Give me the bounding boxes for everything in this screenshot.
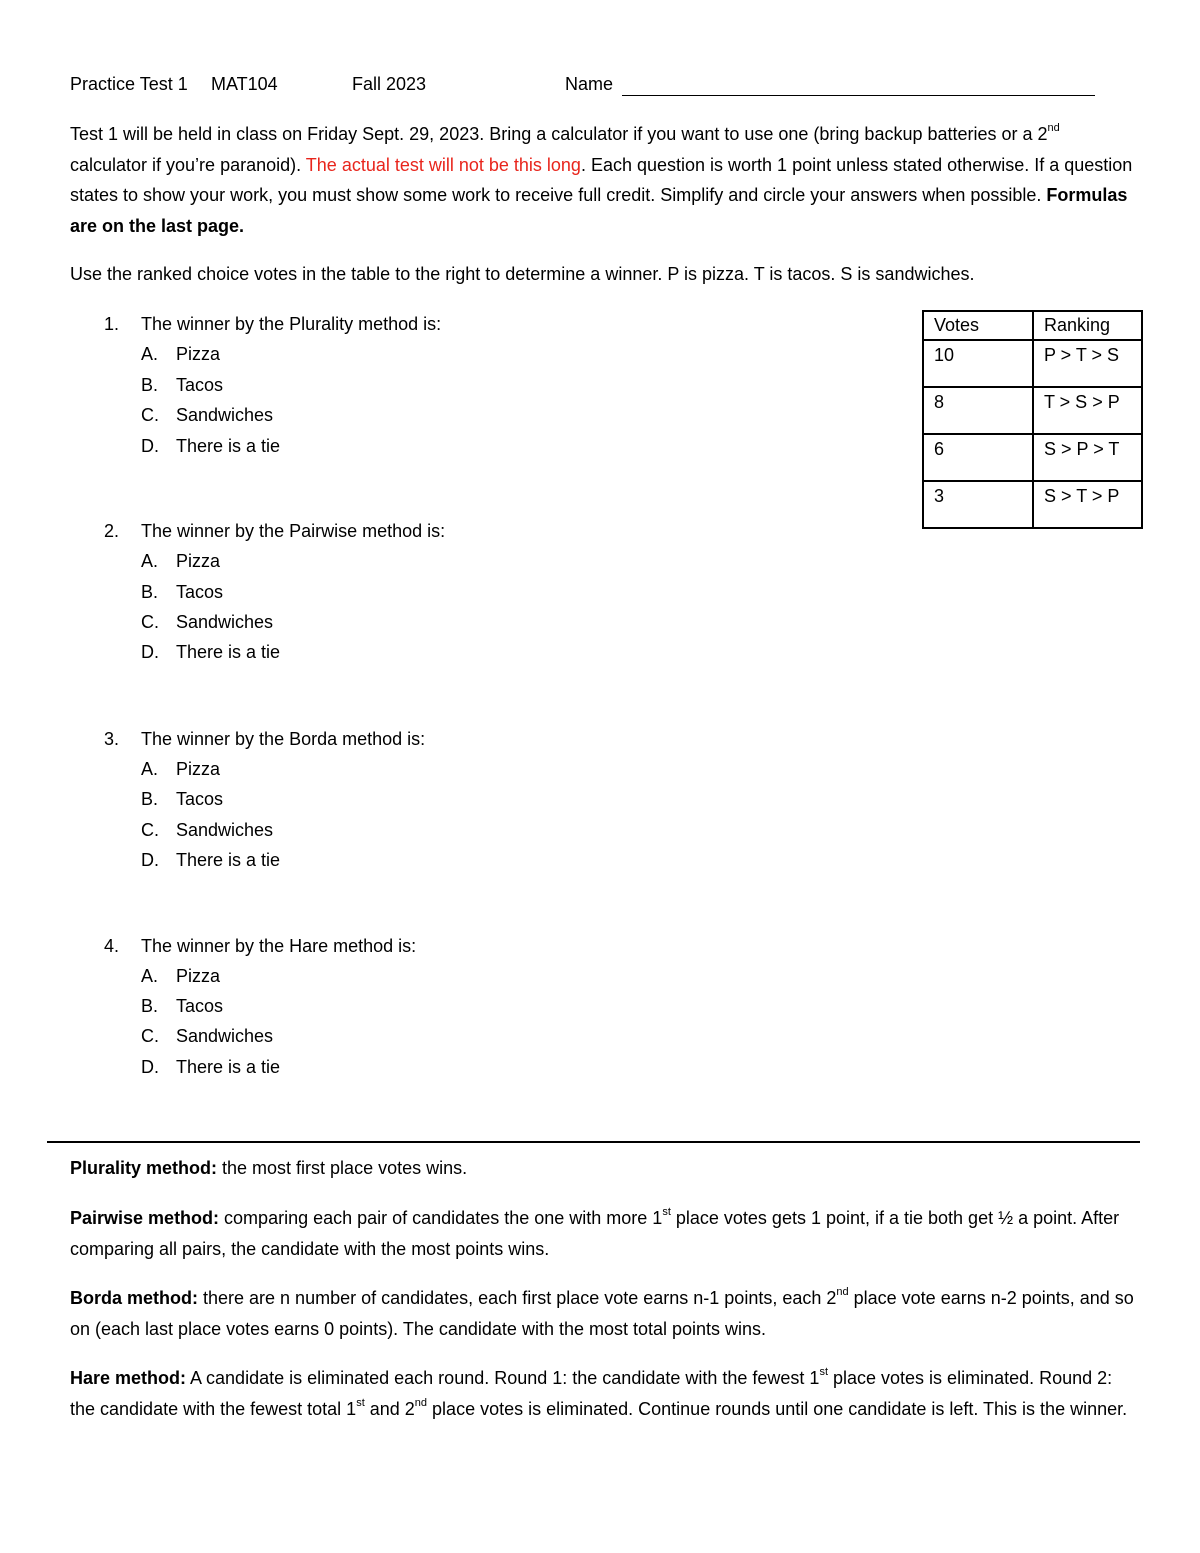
definition-pairwise <box>70 1203 1140 1264</box>
header-votes: Votes <box>923 311 1033 340</box>
option-letter: D. <box>141 850 159 870</box>
votes-cell: 8 <box>923 387 1033 434</box>
option-text: Tacos <box>176 789 224 809</box>
option-text: Pizza <box>176 759 221 779</box>
option-letter: C. <box>141 405 159 425</box>
option-letter: C. <box>141 1026 159 1046</box>
ranking-cell: T > S > P <box>1033 387 1142 434</box>
option-text: Sandwiches <box>176 612 274 632</box>
ranking-cell: S > T > P <box>1033 481 1142 528</box>
term: Fall 2023 <box>352 74 427 94</box>
option-text: Sandwiches <box>176 820 274 840</box>
table-row <box>923 434 1142 481</box>
table-row <box>923 387 1142 434</box>
votes-cell: 6 <box>923 434 1033 481</box>
definition-text: there are n number of candidates, each first place vote earns n-1 points, each 2 <box>198 1288 837 1308</box>
definition-term: Plurality method: <box>70 1158 218 1178</box>
intro-bold-note: Formulas are on the last page. <box>70 185 1128 236</box>
option-letter: D. <box>141 642 159 662</box>
intro-text-1: Test 1 will be held in class on Friday Sept. 29, 2023. Bring a calculator if you want to use one (bring backup batteries or a 2 <box>70 124 1048 144</box>
question-text: The winner by the Plurality method is: <box>141 314 442 334</box>
definition-text: A candidate is eliminated each round. Round 1: the candidate with the fewest 1 <box>186 1368 820 1388</box>
question-text: The winner by the Hare method is: <box>141 936 417 956</box>
intro-text-3: . Each question is worth 1 point unless stated otherwise. If a question states to show your work, you must show some work to receive full credit. Simplify and circle your answers when possible. <box>70 154 1133 205</box>
votes-cell: 3 <box>923 481 1033 528</box>
definition-sup: st <box>819 1366 828 1378</box>
option-text: There is a tie <box>176 642 281 662</box>
option-letter: B. <box>141 375 159 395</box>
option-text: There is a tie <box>176 850 281 870</box>
option-letter: D. <box>141 436 159 456</box>
definition-text: the most first place votes wins. <box>217 1158 468 1178</box>
option-letter: D. <box>141 1057 159 1077</box>
section-divider <box>47 1141 1140 1143</box>
definition-sup: nd <box>414 1396 428 1409</box>
option-text: Tacos <box>176 582 224 602</box>
option-text: Pizza <box>176 344 221 364</box>
question-number: 1. <box>104 314 120 334</box>
question-number: 2. <box>104 521 120 541</box>
intro-text-2: calculator if you’re paranoid). <box>70 154 306 175</box>
question-text: The winner by the Borda method is: <box>141 729 426 749</box>
votes-cell: 10 <box>923 340 1033 387</box>
option-text: There is a tie <box>176 1057 281 1077</box>
definition-text: place votes gets 1 point, if a tie both get ½ a point. After comparing all pairs, the candidate with the most points wins. <box>70 1208 1120 1259</box>
option-text: Tacos <box>176 375 224 395</box>
option-letter: B. <box>141 789 159 809</box>
definition-sup: nd <box>836 1286 849 1298</box>
ranking-cell: P > T > S <box>1033 340 1142 387</box>
name-field-line[interactable] <box>622 95 1095 96</box>
option-text: Pizza <box>176 966 221 986</box>
option-letter: A. <box>141 966 159 986</box>
votes-table <box>922 310 1143 529</box>
definition-term: Hare method: <box>70 1368 187 1388</box>
definition-text: place votes is eliminated. Continue rounds until one candidate is left. This is the winner. <box>427 1398 1128 1419</box>
option-letter: C. <box>141 820 159 840</box>
question-text: The winner by the Pairwise method is: <box>141 521 446 541</box>
definition-term: Pairwise method: <box>70 1208 220 1228</box>
definition-sup: st <box>356 1396 365 1409</box>
definition-text: place vote earns n-2 points, and so on (each last place votes earns 0 points). The candidate with the most total points wins. <box>70 1288 1134 1339</box>
intro-paragraph <box>70 119 1140 241</box>
option-letter: B. <box>141 582 159 602</box>
instructions: Use the ranked choice votes in the table to the right to determine a winner. P is pizza. T is tacos. S is sandwiches. <box>70 264 975 284</box>
definition-text: place votes is eliminated. Round 2: the candidate with the fewest total 1 <box>70 1368 1113 1419</box>
definition-hare <box>70 1363 1140 1424</box>
course-code: MAT104 <box>211 74 278 94</box>
intro-sup: nd <box>1047 122 1060 134</box>
definition-text: and 2 <box>364 1398 415 1419</box>
option-letter: C. <box>141 612 159 632</box>
name-label: Name <box>565 74 614 94</box>
option-text: Tacos <box>176 996 224 1016</box>
option-letter: A. <box>141 551 159 571</box>
header-ranking: Ranking <box>1033 311 1142 340</box>
intro-red-note: The actual test will not be this long <box>305 154 581 175</box>
question-number: 3. <box>104 729 120 749</box>
test-title: Practice Test 1 <box>70 74 188 94</box>
definition-term: Borda method: <box>70 1288 198 1308</box>
option-letter: A. <box>141 759 159 779</box>
option-text: Sandwiches <box>176 405 274 425</box>
definition-sup: st <box>662 1206 671 1218</box>
ranking-cell: S > P > T <box>1033 434 1142 481</box>
option-letter: B. <box>141 996 159 1016</box>
definition-plurality <box>70 1153 1140 1184</box>
table-row <box>923 340 1142 387</box>
table-row <box>923 481 1142 528</box>
option-text: Pizza <box>176 551 221 571</box>
definition-borda <box>70 1283 1140 1344</box>
definition-text: comparing each pair of candidates the one with more 1 <box>219 1208 663 1228</box>
option-text: There is a tie <box>176 436 281 456</box>
question-number: 4. <box>104 936 120 956</box>
table-header-row <box>923 311 1142 340</box>
option-text: Sandwiches <box>176 1026 274 1046</box>
option-letter: A. <box>141 344 159 364</box>
